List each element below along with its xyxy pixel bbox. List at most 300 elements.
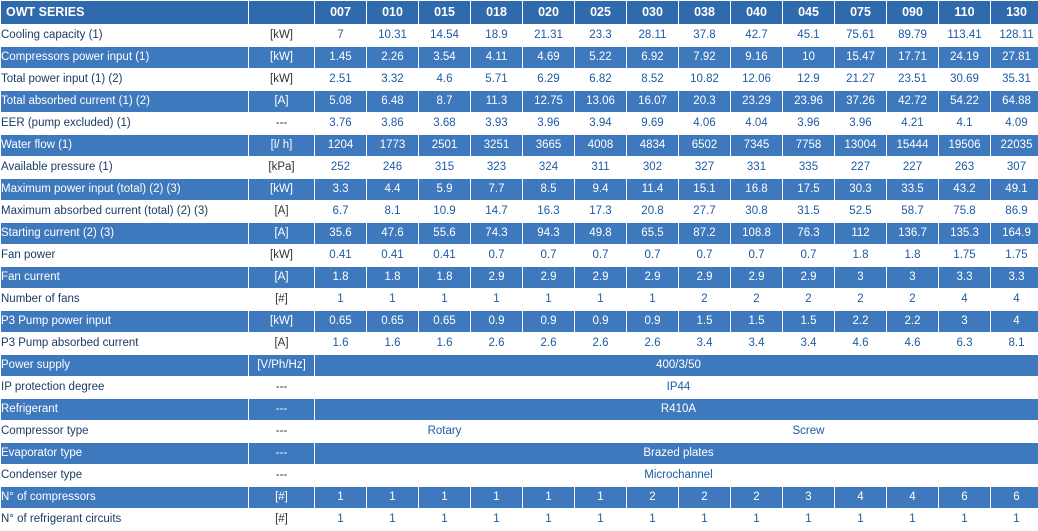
row-value: 86.9 — [991, 201, 1038, 223]
row-value: 3 — [783, 487, 835, 509]
row-unit: [l/ h] — [249, 135, 315, 157]
row-unit: [A] — [249, 333, 315, 355]
row-value: 1 — [367, 289, 419, 311]
row-value: 2 — [783, 289, 835, 311]
row-unit: [#] — [249, 289, 315, 311]
row-value: 0.65 — [315, 311, 367, 333]
row-label: Starting current (2) (3) — [1, 223, 249, 245]
series-title: OWT SERIES — [1, 1, 249, 25]
row-value: 3.76 — [315, 113, 367, 135]
table-row — [1, 135, 1038, 157]
row-label: Maximum absorbed current (total) (2) (3) — [1, 201, 249, 223]
row-value: 4 — [939, 289, 991, 311]
row-value: 136.7 — [887, 223, 939, 245]
row-value: 1 — [419, 509, 471, 531]
row-value: 3 — [939, 311, 991, 333]
row-value: 4 — [991, 289, 1038, 311]
row-value: 21.31 — [523, 25, 575, 47]
table-row — [1, 201, 1038, 223]
row-label: Available pressure (1) — [1, 157, 249, 179]
row-unit: --- — [249, 465, 315, 487]
row-value: 1 — [783, 509, 835, 531]
row-value: 0.65 — [367, 311, 419, 333]
row-unit: --- — [249, 113, 315, 135]
header-model-025: 025 — [575, 1, 627, 25]
row-value: 6.48 — [367, 91, 419, 113]
row-value: 3.4 — [731, 333, 783, 355]
row-value: 1.8 — [419, 267, 471, 289]
row-label: Total power input (1) (2) — [1, 69, 249, 91]
row-value-merged: Screw — [575, 421, 1038, 443]
row-value: 15.47 — [835, 47, 887, 69]
header-unit-cell — [249, 1, 315, 25]
row-value: 8.1 — [367, 201, 419, 223]
row-value: 0.7 — [523, 245, 575, 267]
row-value: 1.8 — [835, 245, 887, 267]
row-value: 1 — [523, 289, 575, 311]
row-value: 76.3 — [783, 223, 835, 245]
row-value: 0.41 — [315, 245, 367, 267]
row-value: 2.6 — [575, 333, 627, 355]
row-value: 6.7 — [315, 201, 367, 223]
table-row — [1, 289, 1038, 311]
row-value: 2 — [835, 289, 887, 311]
row-unit: [kW] — [249, 25, 315, 47]
table-row — [1, 487, 1038, 509]
row-value: 16.07 — [627, 91, 679, 113]
row-value: 49.8 — [575, 223, 627, 245]
row-value: 1 — [627, 289, 679, 311]
row-value: 4008 — [575, 135, 627, 157]
row-label: Fan power — [1, 245, 249, 267]
row-value: 164.9 — [991, 223, 1038, 245]
row-value: 1 — [471, 289, 523, 311]
row-value: 1 — [731, 509, 783, 531]
row-value: 263 — [939, 157, 991, 179]
row-value: 3665 — [523, 135, 575, 157]
row-value: 1 — [627, 509, 679, 531]
header-model-030: 030 — [627, 1, 679, 25]
row-value: 135.3 — [939, 223, 991, 245]
table-row — [1, 91, 1038, 113]
table-row — [1, 311, 1038, 333]
row-value: 11.3 — [471, 91, 523, 113]
row-value: 7.92 — [679, 47, 731, 69]
row-value: 21.27 — [835, 69, 887, 91]
row-value: 37.8 — [679, 25, 731, 47]
row-value-merged: Microchannel — [315, 465, 1038, 487]
row-label: P3 Pump power input — [1, 311, 249, 333]
row-value: 4.69 — [523, 47, 575, 69]
row-value-merged: Rotary — [315, 421, 575, 443]
row-label: P3 Pump absorbed current — [1, 333, 249, 355]
row-value: 24.19 — [939, 47, 991, 69]
row-value: 23.3 — [575, 25, 627, 47]
row-value: 1.5 — [679, 311, 731, 333]
row-value: 1 — [471, 509, 523, 531]
header-model-045: 045 — [783, 1, 835, 25]
row-value: 6 — [991, 487, 1038, 509]
table-row — [1, 245, 1038, 267]
row-value-merged: IP44 — [315, 377, 1038, 399]
row-unit: [A] — [249, 267, 315, 289]
row-value: 3.3 — [991, 267, 1038, 289]
row-value: 31.5 — [783, 201, 835, 223]
row-value: 11.4 — [627, 179, 679, 201]
table-row — [1, 267, 1038, 289]
row-unit: [kW] — [249, 47, 315, 69]
row-value: 89.79 — [887, 25, 939, 47]
row-value: 15.1 — [679, 179, 731, 201]
header-model-110: 110 — [939, 1, 991, 25]
row-label: Compressor type — [1, 421, 249, 443]
row-value: 2.2 — [887, 311, 939, 333]
row-value: 4.06 — [679, 113, 731, 135]
row-value: 3.94 — [575, 113, 627, 135]
row-value: 0.7 — [679, 245, 731, 267]
row-label: Condenser type — [1, 465, 249, 487]
row-value: 94.3 — [523, 223, 575, 245]
row-value: 74.3 — [471, 223, 523, 245]
row-value: 5.71 — [471, 69, 523, 91]
row-label: N° of compressors — [1, 487, 249, 509]
row-value: 58.7 — [887, 201, 939, 223]
row-value: 331 — [731, 157, 783, 179]
row-value: 1.5 — [783, 311, 835, 333]
header-model-075: 075 — [835, 1, 887, 25]
row-value: 13.06 — [575, 91, 627, 113]
header-model-020: 020 — [523, 1, 575, 25]
row-value: 9.69 — [627, 113, 679, 135]
row-value: 0.9 — [471, 311, 523, 333]
row-label: N° of refrigerant circuits — [1, 509, 249, 531]
row-value: 1 — [575, 487, 627, 509]
row-value: 1 — [575, 289, 627, 311]
row-value-merged: R410A — [315, 399, 1038, 421]
row-value: 17.5 — [783, 179, 835, 201]
row-value: 6.29 — [523, 69, 575, 91]
row-value: 1 — [419, 487, 471, 509]
row-value: 1.75 — [991, 245, 1038, 267]
row-value: 0.7 — [627, 245, 679, 267]
table-row — [1, 157, 1038, 179]
table-row — [1, 179, 1038, 201]
row-label: Cooling capacity (1) — [1, 25, 249, 47]
table-row — [1, 355, 1038, 377]
row-unit: [kW] — [249, 69, 315, 91]
row-value: 65.5 — [627, 223, 679, 245]
row-value: 0.7 — [783, 245, 835, 267]
row-value: 1 — [523, 509, 575, 531]
row-label: Maximum power input (total) (2) (3) — [1, 179, 249, 201]
row-value: 2.26 — [367, 47, 419, 69]
row-value: 112 — [835, 223, 887, 245]
row-unit: [kW] — [249, 179, 315, 201]
row-value: 75.61 — [835, 25, 887, 47]
row-value: 108.8 — [731, 223, 783, 245]
row-value: 7 — [315, 25, 367, 47]
row-value: 0.7 — [575, 245, 627, 267]
row-value: 12.9 — [783, 69, 835, 91]
row-unit: [kW] — [249, 245, 315, 267]
row-value: 3.96 — [783, 113, 835, 135]
row-value: 323 — [471, 157, 523, 179]
row-value: 2.9 — [679, 267, 731, 289]
row-value: 0.9 — [523, 311, 575, 333]
row-value: 0.9 — [627, 311, 679, 333]
row-value-merged: 400/3/50 — [315, 355, 1038, 377]
row-value: 30.69 — [939, 69, 991, 91]
row-value: 4.11 — [471, 47, 523, 69]
row-value: 8.1 — [991, 333, 1038, 355]
row-value: 302 — [627, 157, 679, 179]
row-value: 15444 — [887, 135, 939, 157]
row-value: 2.9 — [575, 267, 627, 289]
row-value: 3.3 — [939, 267, 991, 289]
row-unit: --- — [249, 421, 315, 443]
row-value: 9.16 — [731, 47, 783, 69]
row-value: 13004 — [835, 135, 887, 157]
row-value: 1 — [419, 289, 471, 311]
row-value: 3.96 — [835, 113, 887, 135]
row-value: 35.31 — [991, 69, 1038, 91]
header-model-040: 040 — [731, 1, 783, 25]
row-label: EER (pump excluded) (1) — [1, 113, 249, 135]
row-value: 19506 — [939, 135, 991, 157]
row-value: 9.4 — [575, 179, 627, 201]
row-value: 2.51 — [315, 69, 367, 91]
row-value: 0.7 — [471, 245, 523, 267]
row-label: Water flow (1) — [1, 135, 249, 157]
row-value: 27.81 — [991, 47, 1038, 69]
row-value: 54.22 — [939, 91, 991, 113]
row-value: 33.5 — [887, 179, 939, 201]
row-value: 45.1 — [783, 25, 835, 47]
row-value: 1204 — [315, 135, 367, 157]
table-row — [1, 47, 1038, 69]
row-value: 3.4 — [783, 333, 835, 355]
row-value: 7.7 — [471, 179, 523, 201]
row-value: 2.2 — [835, 311, 887, 333]
row-value: 335 — [783, 157, 835, 179]
row-value: 8.52 — [627, 69, 679, 91]
header-model-007: 007 — [315, 1, 367, 25]
row-value: 17.71 — [887, 47, 939, 69]
row-value: 4.6 — [419, 69, 471, 91]
row-value: 315 — [419, 157, 471, 179]
row-value: 1 — [523, 487, 575, 509]
header-model-018: 018 — [471, 1, 523, 25]
header-model-130: 130 — [991, 1, 1038, 25]
row-value: 4.6 — [835, 333, 887, 355]
row-value: 12.75 — [523, 91, 575, 113]
row-value: 2.9 — [523, 267, 575, 289]
row-value: 22035 — [991, 135, 1038, 157]
row-value: 14.54 — [419, 25, 471, 47]
row-label: Compressors power input (1) — [1, 47, 249, 69]
row-value: 2.6 — [523, 333, 575, 355]
row-value: 37.26 — [835, 91, 887, 113]
row-value: 87.2 — [679, 223, 731, 245]
row-value: 6.3 — [939, 333, 991, 355]
row-value: 2501 — [419, 135, 471, 157]
table-row — [1, 421, 1038, 443]
row-value: 3.93 — [471, 113, 523, 135]
row-value: 1.75 — [939, 245, 991, 267]
row-value: 2 — [887, 289, 939, 311]
row-value: 30.3 — [835, 179, 887, 201]
row-value: 3.86 — [367, 113, 419, 135]
row-value: 6.82 — [575, 69, 627, 91]
row-value: 12.06 — [731, 69, 783, 91]
row-value: 1 — [939, 509, 991, 531]
row-value: 10.9 — [419, 201, 471, 223]
row-value: 27.7 — [679, 201, 731, 223]
table-header-row — [1, 1, 1038, 25]
row-value: 2.9 — [627, 267, 679, 289]
row-value: 1.8 — [315, 267, 367, 289]
row-value: 1 — [367, 509, 419, 531]
row-unit: [kPa] — [249, 157, 315, 179]
header-model-015: 015 — [419, 1, 471, 25]
header-model-010: 010 — [367, 1, 419, 25]
row-value: 4.09 — [991, 113, 1038, 135]
row-label: IP protection degree — [1, 377, 249, 399]
row-value: 4.4 — [367, 179, 419, 201]
row-value: 324 — [523, 157, 575, 179]
row-value: 10.82 — [679, 69, 731, 91]
row-value: 227 — [835, 157, 887, 179]
row-value: 2.9 — [471, 267, 523, 289]
row-value: 1.6 — [367, 333, 419, 355]
row-value: 5.08 — [315, 91, 367, 113]
row-value: 1.6 — [419, 333, 471, 355]
row-value: 5.22 — [575, 47, 627, 69]
row-value: 20.3 — [679, 91, 731, 113]
row-value: 64.88 — [991, 91, 1038, 113]
row-value: 7758 — [783, 135, 835, 157]
row-value: 3 — [887, 267, 939, 289]
row-value: 20.8 — [627, 201, 679, 223]
row-value: 49.1 — [991, 179, 1038, 201]
row-value: 1 — [315, 289, 367, 311]
row-value: 4.6 — [887, 333, 939, 355]
row-value: 1 — [835, 509, 887, 531]
row-value: 3.4 — [679, 333, 731, 355]
row-label: Power supply — [1, 355, 249, 377]
row-value: 2 — [679, 487, 731, 509]
row-value: 2.9 — [783, 267, 835, 289]
row-value: 0.41 — [419, 245, 471, 267]
row-value: 1 — [471, 487, 523, 509]
row-value: 16.8 — [731, 179, 783, 201]
row-value: 17.3 — [575, 201, 627, 223]
row-value: 1 — [315, 487, 367, 509]
row-value: 2.9 — [731, 267, 783, 289]
row-label: Fan current — [1, 267, 249, 289]
row-unit: [A] — [249, 91, 315, 113]
row-value: 2 — [679, 289, 731, 311]
row-value: 1 — [887, 509, 939, 531]
table-row — [1, 399, 1038, 421]
row-value: 55.6 — [419, 223, 471, 245]
row-value: 311 — [575, 157, 627, 179]
header-model-090: 090 — [887, 1, 939, 25]
row-value: 18.9 — [471, 25, 523, 47]
row-value: 0.9 — [575, 311, 627, 333]
row-value: 10 — [783, 47, 835, 69]
row-value: 5.9 — [419, 179, 471, 201]
row-value: 4 — [887, 487, 939, 509]
row-value: 4 — [991, 311, 1038, 333]
row-value: 1 — [367, 487, 419, 509]
row-value: 3.68 — [419, 113, 471, 135]
row-value: 113.41 — [939, 25, 991, 47]
row-label: Refrigerant — [1, 399, 249, 421]
row-value: 3 — [835, 267, 887, 289]
row-value: 23.51 — [887, 69, 939, 91]
table-row — [1, 465, 1038, 487]
table-row — [1, 509, 1038, 531]
row-unit: --- — [249, 443, 315, 465]
row-unit: [A] — [249, 223, 315, 245]
row-value: 252 — [315, 157, 367, 179]
row-value: 6502 — [679, 135, 731, 157]
table-row — [1, 223, 1038, 245]
row-value: 35.6 — [315, 223, 367, 245]
row-value: 14.7 — [471, 201, 523, 223]
table-row — [1, 377, 1038, 399]
row-value: 2 — [627, 487, 679, 509]
row-value: 1 — [575, 509, 627, 531]
row-value: 2 — [731, 487, 783, 509]
row-unit: --- — [249, 399, 315, 421]
row-unit: [A] — [249, 201, 315, 223]
row-value: 327 — [679, 157, 731, 179]
row-value: 3.96 — [523, 113, 575, 135]
row-value: 2 — [731, 289, 783, 311]
row-value: 3.54 — [419, 47, 471, 69]
row-value: 1.8 — [367, 267, 419, 289]
row-value-merged: Brazed plates — [315, 443, 1038, 465]
row-value: 1 — [991, 509, 1038, 531]
row-value: 1 — [679, 509, 731, 531]
row-unit: [#] — [249, 509, 315, 531]
row-value: 2.6 — [471, 333, 523, 355]
row-value: 128.11 — [991, 25, 1038, 47]
row-value: 23.29 — [731, 91, 783, 113]
row-unit: [kW] — [249, 311, 315, 333]
row-value: 23.96 — [783, 91, 835, 113]
table-row — [1, 69, 1038, 91]
header-model-038: 038 — [679, 1, 731, 25]
row-value: 0.65 — [419, 311, 471, 333]
row-value: 246 — [367, 157, 419, 179]
row-value: 1.5 — [731, 311, 783, 333]
row-value: 8.5 — [523, 179, 575, 201]
row-value: 3.32 — [367, 69, 419, 91]
row-value: 8.7 — [419, 91, 471, 113]
table-row — [1, 25, 1038, 47]
row-unit: [#] — [249, 487, 315, 509]
row-value: 0.7 — [731, 245, 783, 267]
table-row — [1, 443, 1038, 465]
row-value: 227 — [887, 157, 939, 179]
table-row — [1, 333, 1038, 355]
row-value: 43.2 — [939, 179, 991, 201]
row-value: 2.6 — [627, 333, 679, 355]
row-label: Total absorbed current (1) (2) — [1, 91, 249, 113]
